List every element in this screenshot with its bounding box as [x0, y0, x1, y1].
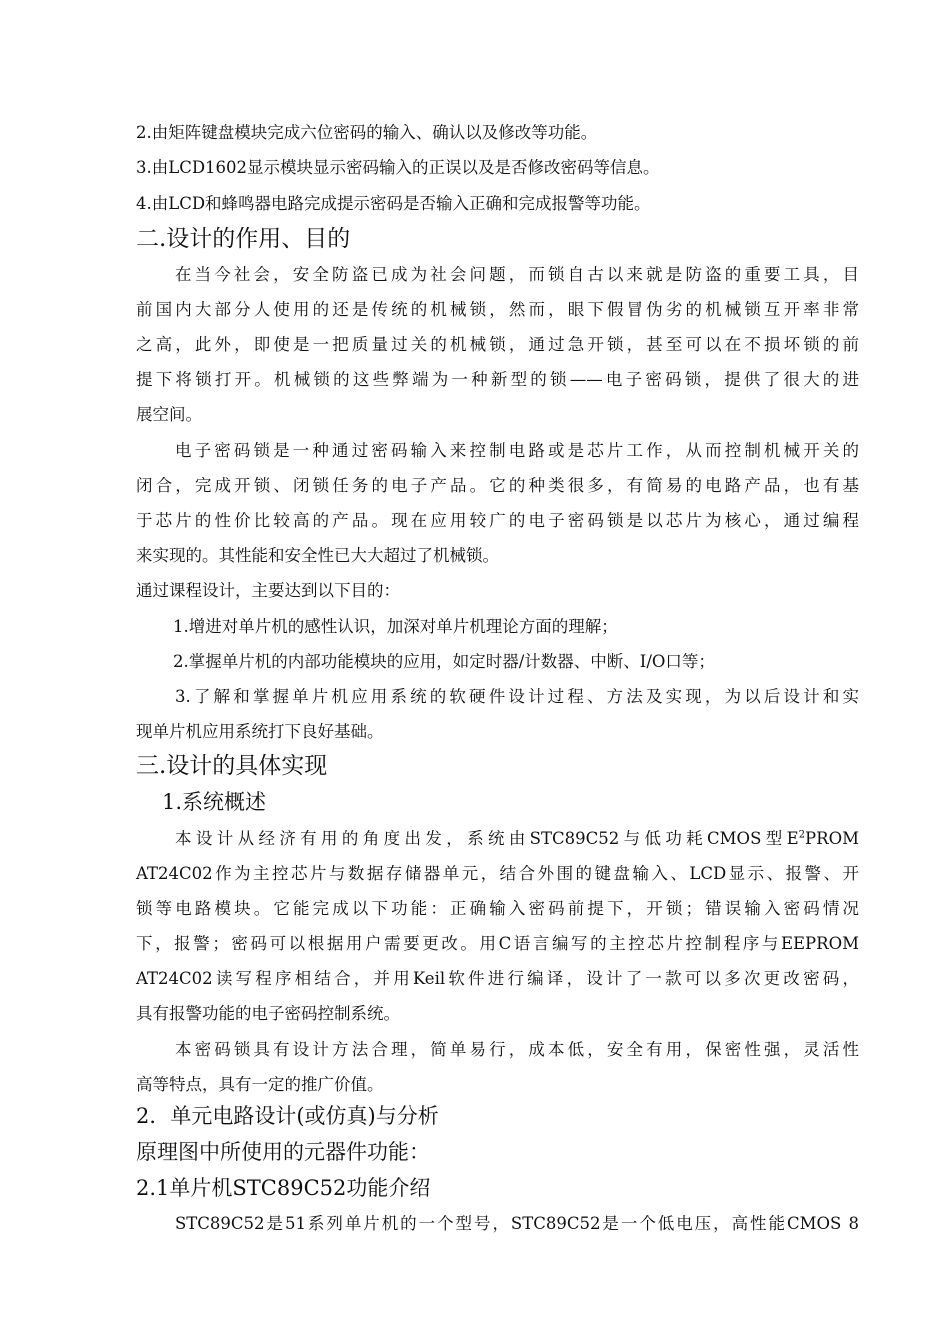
components-intro: 原理图中所使用的元器件功能：: [136, 1140, 430, 1164]
section2-para1-line: 之高，此外，即使是一把质量过关的机械锁，通过急开锁，甚至可以在不损坏锁的前: [136, 335, 859, 354]
overview-line: 具有报警功能的电子密码控制系统。: [136, 1004, 400, 1023]
intro-item-4: 4.由LCD和蜂鸣器电路完成提示密码是否输入正确和完成报警等功能。: [136, 194, 651, 213]
overview-line1-post: PROM: [805, 829, 859, 848]
section2-heading: 二.设计的作用、目的: [136, 226, 351, 252]
overview-line: 锁等电路模块。它能完成以下功能：正确输入密码前提下，开锁；错误输入密码情况: [136, 899, 859, 918]
intro-item-3: 3.由LCD1602显示模块显示密码输入的正误以及是否修改密码等信息。: [136, 158, 660, 177]
overview-line: AT24C02读写程序相结合，并用Keil软件进行编译，设计了一款可以多次更改密码，: [136, 969, 859, 988]
features-line: 高等特点，具有一定的推广价值。: [136, 1075, 384, 1094]
section2-para1-line: 提下将锁打开。机械锁的这些弊端为一种新型的锁——电子密码锁，提供了很大的进: [136, 370, 859, 389]
subsection-stc89c52: 2.1单片机STC89C52功能介绍: [136, 1176, 431, 1200]
subsection-unit-circuit: 2．单元电路设计(或仿真)与分析: [136, 1104, 439, 1128]
goal-item-2: 2.掌握单片机的内部功能模块的应用，如定时器/计数器、中断、I/O口等；: [173, 652, 715, 671]
goals-intro: 通过课程设计，主要达到以下目的：: [136, 581, 400, 600]
section3-heading: 三.设计的具体实现: [136, 753, 328, 779]
overview-line: AT24C02作为主控芯片与数据存储器单元，结合外围的键盘输入、LCD显示、报警、开: [136, 864, 859, 883]
features-line: 本密码锁具有设计方法合理，简单易行，成本低，安全有用，保密性强，灵活性: [175, 1040, 859, 1059]
section2-para1-line: 展空间。: [136, 405, 202, 424]
overview-line: 下，报警；密码可以根据用户需要更改。用C语言编写的主控芯片控制程序与EEPROM: [136, 934, 859, 953]
overview-line: [175, 828, 859, 850]
stc89c52-intro-line: STC89C52是51系列单片机的一个型号，STC89C52是一个低电压，高性能CMOS 8: [175, 1214, 859, 1233]
goal-item-3: 3.了解和掌握单片机应用系统的软硬件设计过程、方法及实现，为以后设计和实: [175, 687, 859, 706]
section2-para1-line: 在当今社会，安全防盗已成为社会问题，而锁自古以来就是防盗的重要工具，目: [175, 265, 859, 284]
overview-line1-pre: 本设计从经济有用的角度出发，系统由STC89C52与低功耗CMOS型E: [175, 829, 799, 848]
subsection-system-overview: 1.系统概述: [162, 790, 267, 814]
section2-para2-line: 闭合，完成开锁、闭锁任务的电子产品。它的种类很多，有简易的电路产品，也有基: [136, 476, 859, 495]
intro-item-2: 2.由矩阵键盘模块完成六位密码的输入、确认以及修改等功能。: [136, 123, 598, 142]
section2-para2-line: 电子密码锁是一种通过密码输入来控制电路或是芯片工作，从而控制机械开关的: [175, 441, 859, 460]
section2-para1-line: 前国内大部分人使用的还是传统的机械锁，然而，眼下假冒伪劣的机械锁互开率非常: [136, 300, 859, 319]
section2-para2-line: 于芯片的性价比较高的产品。现在应用较广的电子密码锁是以芯片为核心，通过编程: [136, 511, 859, 530]
goal-item-1: 1.增进对单片机的感性认识，加深对单片机理论方面的理解；: [173, 617, 618, 636]
section2-para2-line: 来实现的。其性能和安全性已大大超过了机械锁。: [136, 546, 499, 565]
superscript-2: 2: [798, 829, 806, 841]
goal-item-3-cont: 现单片机应用系统打下良好基础。: [136, 722, 384, 741]
